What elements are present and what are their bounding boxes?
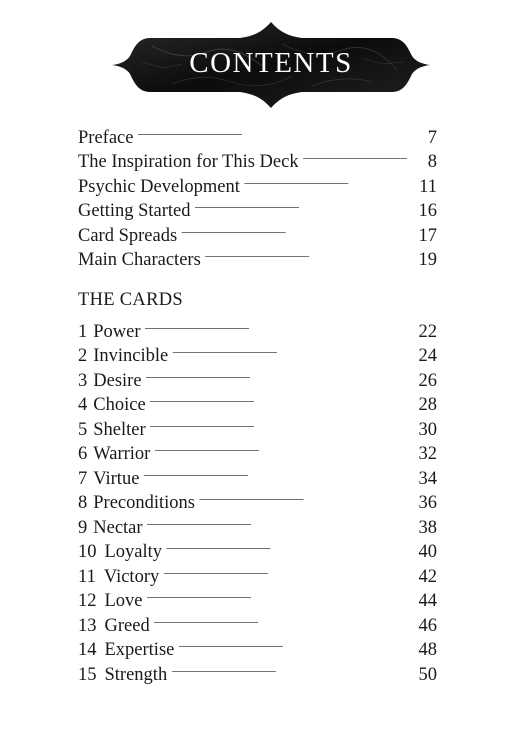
dot-leader: [150, 410, 407, 435]
card-entry-label: [78, 663, 171, 688]
card-entry-label: [78, 467, 143, 492]
toc-entry-label: Card Spreads: [78, 225, 178, 246]
card-number: 6: [78, 444, 88, 464]
card-name: Desire: [93, 370, 142, 391]
card-entry-page: 46: [418, 615, 437, 636]
card-name: Strength: [104, 664, 168, 685]
page-title: CONTENTS: [189, 47, 353, 79]
toc-entry-label: Psychic Development: [78, 176, 240, 197]
toc-entry-page: 7: [427, 127, 437, 148]
card-number: 2: [78, 346, 88, 366]
card-number: 7: [78, 468, 88, 489]
dot-leader: [137, 118, 407, 143]
card-entry-label: [78, 540, 166, 565]
card-entry-page: 30: [418, 419, 437, 440]
card-entry-page: 24: [418, 346, 437, 366]
card-entry-label: [78, 320, 145, 345]
toc-entry-label: Preface: [78, 127, 134, 148]
card-number: 8: [78, 493, 88, 513]
dot-leader: [181, 216, 407, 241]
toc-entry-page: 17: [418, 225, 437, 246]
cards-list: [78, 312, 437, 685]
card-entry-page: 34: [418, 468, 437, 489]
card-number: 14: [78, 640, 97, 660]
card-name: Preconditions: [93, 493, 195, 513]
card-number: 3: [78, 370, 88, 391]
card-entry-page: 36: [418, 493, 437, 513]
toc-entry-page: 19: [418, 250, 437, 270]
card-name: Choice: [93, 395, 146, 415]
dot-leader: [150, 386, 407, 411]
card-entry-page: 22: [418, 321, 437, 342]
card-name: Greed: [104, 615, 150, 636]
card-name: Nectar: [93, 517, 143, 538]
dot-leader: [166, 533, 407, 558]
toc-entry-label: The Inspiration for This Deck: [78, 152, 299, 172]
card-entry-page: 44: [418, 591, 437, 611]
dot-leader: [178, 631, 407, 656]
card-entry-page: 32: [418, 444, 437, 464]
card-number: 1: [78, 321, 88, 342]
section-heading-the-cards: THE CARDS: [78, 290, 183, 310]
toc-entry-page: 11: [419, 176, 437, 197]
card-name: Victory: [103, 566, 160, 587]
dot-leader: [147, 582, 407, 607]
card-entry-page: 38: [418, 517, 437, 538]
card-number: 10: [78, 542, 97, 562]
card-name: Shelter: [93, 419, 146, 440]
card-entry-page: 26: [418, 370, 437, 391]
card-name: Love: [104, 591, 143, 611]
card-entry-page: 28: [418, 395, 437, 415]
dot-leader: [147, 508, 407, 533]
toc-entry-page: 16: [418, 201, 437, 221]
dot-leader: [195, 192, 407, 217]
dot-leader: [146, 361, 407, 386]
card-name: Invincible: [93, 346, 169, 366]
front-matter-list: [78, 118, 437, 270]
card-entry-page: 48: [418, 640, 437, 660]
dot-leader: [163, 557, 407, 582]
card-number: 9: [78, 517, 88, 538]
dot-leader: [171, 655, 407, 680]
dot-leader: [145, 312, 407, 337]
dot-leader: [154, 435, 407, 460]
toc-entry: [78, 118, 437, 148]
dot-leader: [199, 484, 407, 509]
dot-leader: [172, 337, 407, 362]
toc-entry-label: Getting Started: [78, 201, 191, 221]
card-entry-label: [78, 516, 147, 541]
card-number: 12: [78, 591, 97, 611]
card-entry-label: [78, 589, 147, 614]
card-entry-page: 40: [418, 542, 437, 562]
card-name: Virtue: [93, 468, 140, 489]
dot-leader: [154, 606, 407, 631]
card-name: Expertise: [104, 640, 175, 660]
contents-banner: [112, 22, 430, 108]
card-entry-label: [78, 638, 178, 663]
card-entry-label: [78, 418, 150, 443]
card-number: 11: [78, 566, 96, 587]
toc-entry-page: 8: [427, 152, 437, 172]
dot-leader: [244, 167, 407, 192]
card-number: 5: [78, 419, 88, 440]
dot-leader: [205, 241, 407, 266]
dot-leader: [143, 459, 407, 484]
card-entry-label: [78, 393, 150, 418]
card-name: Power: [93, 321, 141, 342]
card-entry-label: [78, 614, 154, 639]
card-number: 13: [78, 615, 97, 636]
card-name: Loyalty: [104, 542, 163, 562]
card-number: 15: [78, 664, 97, 685]
card-number: 4: [78, 395, 88, 415]
card-name: Warrior: [93, 444, 151, 464]
card-entry: [78, 312, 437, 342]
card-entry-page: 42: [418, 566, 437, 587]
card-entry-page: 50: [418, 664, 437, 685]
dot-leader: [303, 143, 407, 168]
toc-entry-label: Main Characters: [78, 250, 201, 270]
card-entry-label: [78, 369, 146, 394]
